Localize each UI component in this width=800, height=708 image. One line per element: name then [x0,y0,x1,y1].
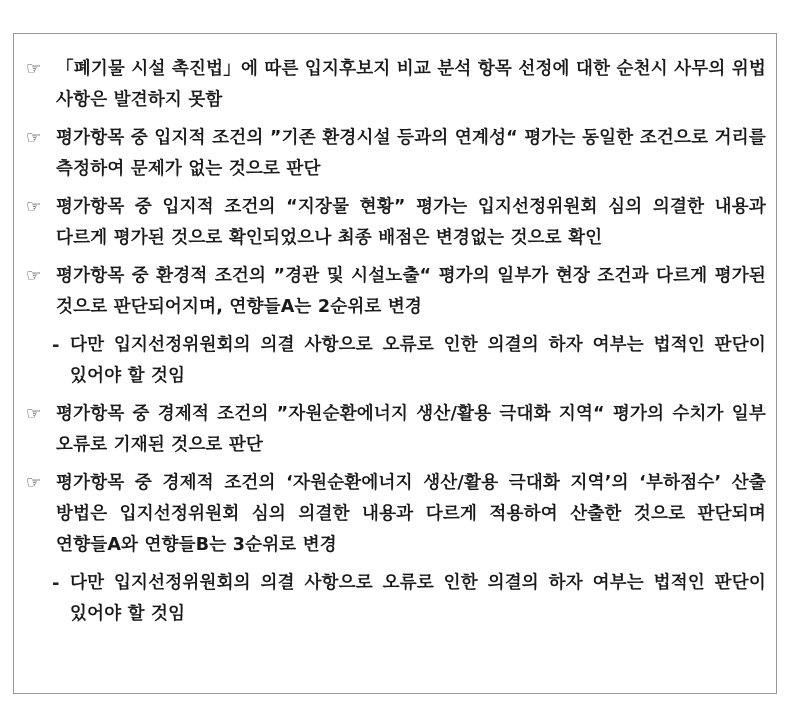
finding-subitem [26,568,766,630]
pointing-hand-icon: ☞ [26,266,42,286]
finding-item [26,261,766,323]
finding-subtext: 다만 입지선정위원회의 의결 사항으로 오류로 인한 의결의 하자 여부는 법적인 판단이 있어야 할 것임 [70,573,766,624]
dash-bullet: - [52,335,60,356]
finding-text: 평가항목 중 입지적 조건의 “지장물 현황” 평가는 입지선정위원회 심의 의결한 내용과 다르게 평가된 것으로 확인되었으나 최종 배점은 변경없는 것으로 확인 [56,197,766,248]
finding-item [26,54,766,116]
finding-text: 평가항목 중 경제적 조건의 ”자원순환에너지 생산/활용 극대화 지역“ 평가의 수치가 일부 오류로 기재된 것으로 판단 [56,404,766,455]
finding-text: 평가항목 중 입지적 조건의 ”기존 환경시설 등과의 연계성“ 평가는 동일한 조건으로 거리를 측정하여 문제가 없는 것으로 판단 [56,128,766,179]
finding-subitem [26,330,766,392]
findings-box [13,33,777,694]
pointing-hand-icon: ☞ [26,473,42,493]
finding-item [26,399,766,461]
dash-bullet: - [52,573,60,594]
finding-item [26,123,766,185]
pointing-hand-icon: ☞ [26,197,42,217]
finding-text: 평가항목 중 환경적 조건의 ”경관 및 시설노출“ 평가의 일부가 현장 조건과 다르게 평가된 것으로 판단되어지며, 연향들A는 2순위로 변경 [56,266,766,317]
pointing-hand-icon: ☞ [26,404,42,424]
finding-item [26,468,766,561]
finding-item [26,192,766,254]
finding-subtext: 다만 입지선정위원회의 의결 사항으로 오류로 인한 의결의 하자 여부는 법적인 판단이 있어야 할 것임 [70,335,766,386]
pointing-hand-icon: ☞ [26,59,42,79]
finding-text: 평가항목 중 경제적 조건의 ‘자원순환에너지 생산/활용 극대화 지역’의 ‘부하점수’ 산출 방법은 입지선정위원회 심의 의결한 내용과 다르게 적용하여 산출한 것으로 판단되며 연향들A와 연향들B는 3순위로 변경 [56,473,766,555]
finding-text: 「폐기물 시설 촉진법」에 따른 입지후보지 비교 분석 항목 선정에 대한 순천시 사무의 위법 사항은 발견하지 못함 [56,59,766,110]
pointing-hand-icon: ☞ [26,128,42,148]
